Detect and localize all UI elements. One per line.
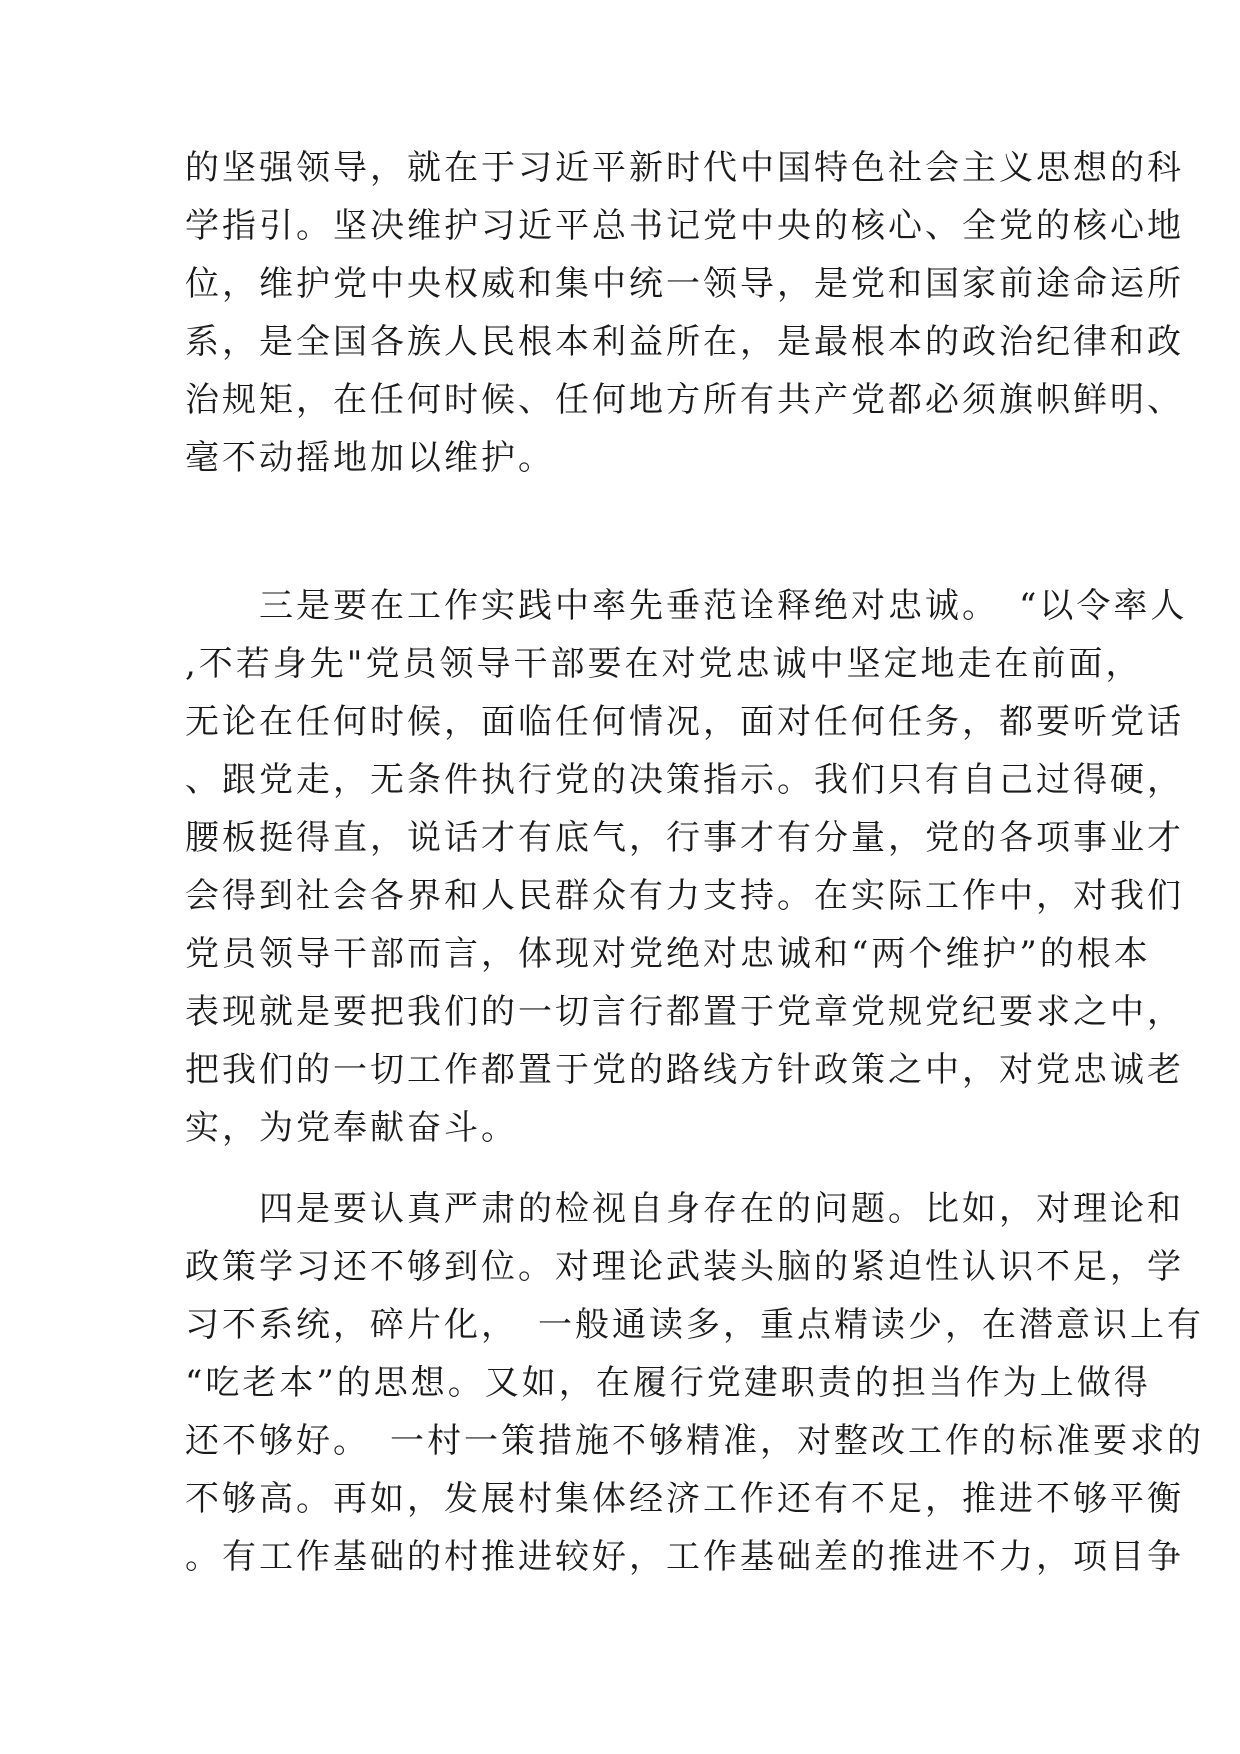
text-line: 的坚强领导，就在于习近平新时代中国特色社会主义思想的科 [185,148,1184,188]
paragraph-loyalty-practice [185,577,1188,1157]
paragraph-leadership [185,139,1184,487]
text-line: 四是要认真严肃的检视自身存在的问题。比如，对理论和 [185,1189,1184,1229]
text-line: 表现就是要把我们的一切言行都置于党章党规党纪要求之中， [185,992,1184,1032]
text-line: 。有工作基础的村推进较好，工作基础差的推进不力，项目争 [185,1537,1184,1577]
text-line: 党员领导干部而言，体现对党绝对忠诚和“两个维护”的根本 [185,934,1151,974]
text-line: 实，为党奉献奋斗。 [185,1108,518,1148]
text-line: 把我们的一切工作都置于党的路线方针政策之中，对党忠诚老 [185,1050,1184,1090]
text-line: 政策学习还不够到位。对理论武装头脑的紧迫性认识不足，学 [185,1247,1184,1287]
text-line: 会得到社会各界和人民群众有力支持。在实际工作中，对我们 [185,876,1184,916]
paragraph-self-examination [185,1180,1204,1586]
text-line: 治规矩，在任何时候、任何地方所有共产党都必须旗帜鲜明、 [185,380,1184,420]
text-line: 三是要在工作实践中率先垂范诠释绝对忠诚。 “以令率人 [185,586,1188,626]
text-line: 、跟党走，无条件执行党的决策指示。我们只有自己过得硬， [185,760,1184,800]
text-line: 系，是全国各族人民根本利益所在，是最根本的政治纪律和政 [185,322,1184,362]
text-line: 不够高。再如，发展村集体经济工作还有不足，推进不够平衡 [185,1479,1184,1519]
text-line: 习不系统，碎片化， 一般通读多，重点精读少，在潜意识上有 [185,1305,1204,1345]
text-line: 还不够好。 一村一策措施不够精准，对整改工作的标准要求的 [185,1421,1204,1461]
text-line: 腰板挺得直，说话才有底气，行事才有分量，党的各项事业才 [185,818,1184,858]
text-line: ,不若身先"党员领导干部要在对党忠诚中坚定地走在前面， [185,644,1143,684]
text-line: 位，维护党中央权威和集中统一领导，是党和国家前途命运所 [185,264,1184,304]
text-line: 学指引。坚决维护习近平总书记党中央的核心、全党的核心地 [185,206,1184,246]
text-line: “吃老本”的思想。又如，在履行党建职责的担当作为上做得 [185,1363,1151,1403]
text-line: 毫不动摇地加以维护。 [185,438,555,478]
text-line: 无论在任何时候，面临任何情况，面对任何任务，都要听党话 [185,702,1184,742]
